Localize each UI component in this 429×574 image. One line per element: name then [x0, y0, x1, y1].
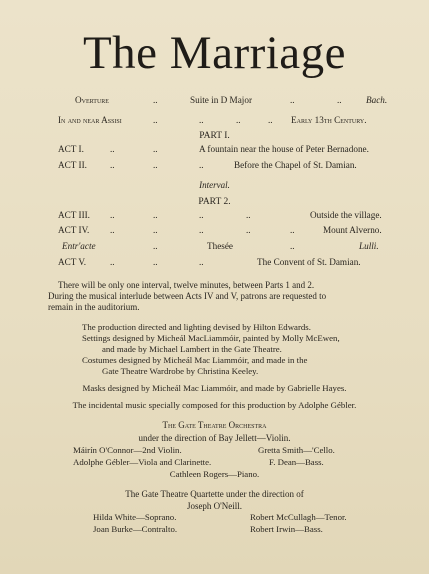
- note-line: There will be only one interval, twelve minutes, between Parts 1 and 2.: [58, 280, 315, 290]
- musician: F. Dean—Bass.: [269, 457, 324, 467]
- dot-leader: ..: [290, 241, 295, 251]
- play-title: The Marriage: [82, 27, 347, 79]
- overture-composer: Bach.: [366, 95, 388, 105]
- quartette-block: [0, 489, 429, 512]
- act-label: ACT I.: [58, 144, 84, 154]
- dot-leader: ..: [199, 115, 204, 125]
- note-line: During the musical interlude between Acts IV and V, patrons are requested to: [48, 291, 327, 301]
- musician: Gretta Smith—'Cello.: [258, 445, 335, 455]
- singer: Joan Burke—Contralto.: [93, 524, 178, 534]
- act-scene: Mount Alverno.: [323, 225, 382, 235]
- dot-leader: ..: [153, 210, 158, 220]
- dot-leader: ..: [153, 144, 158, 154]
- interval-label: Interval.: [199, 180, 230, 190]
- dot-leader: ..: [268, 115, 273, 125]
- dot-leader: ..: [110, 225, 115, 235]
- dot-leader: ..: [110, 160, 115, 170]
- dot-leader: ..: [153, 257, 158, 267]
- entracte-piece: Thesée: [207, 241, 234, 251]
- dot-leader: ..: [153, 95, 158, 105]
- note-line: remain in the auditorium.: [48, 302, 140, 312]
- dot-leader: ..: [153, 225, 158, 235]
- part-2-heading: PART 2.: [198, 197, 231, 207]
- credit-line: Gate Theatre Wardrobe by Christina Keeley.: [102, 366, 259, 376]
- overture-piece: Suite in D Major: [190, 95, 253, 105]
- act-label: ACT V.: [58, 257, 87, 267]
- entracte-composer: Lulli.: [359, 241, 379, 251]
- act-label: ACT IV.: [58, 225, 90, 235]
- act-label: ACT III.: [58, 210, 90, 220]
- setting-label: In and near Assisi: [58, 115, 122, 125]
- orchestra-block: [0, 420, 429, 444]
- act-label: ACT II.: [58, 160, 87, 170]
- singer: Hilda White—Soprano.: [93, 512, 177, 522]
- act-scene: A fountain near the house of Peter Bernadone.: [199, 144, 369, 154]
- orchestra-heading: The Gate Theatre Orchestra: [162, 420, 267, 430]
- dot-leader: ..: [199, 225, 204, 235]
- dot-leader: ..: [110, 210, 115, 220]
- act-scene: Outside the village.: [310, 210, 382, 220]
- musician: Cathleen Rogers—Piano.: [169, 469, 260, 479]
- interval-note: [48, 280, 326, 313]
- part-1-heading: PART I.: [199, 131, 230, 141]
- overture-label: Overture: [75, 95, 109, 105]
- production-credits: [82, 322, 340, 377]
- entracte-label: Entr'acte: [62, 241, 96, 251]
- setting-period: Early 13th Century.: [291, 115, 367, 125]
- musician: Adolphe Gébler—Viola and Clarinette.: [73, 457, 212, 467]
- dot-leader: ..: [290, 95, 295, 105]
- singer: Robert Irwin—Bass.: [250, 524, 323, 534]
- credit-line: and made by Michael Lambert in the Gate Theatre.: [102, 344, 282, 354]
- dot-leader: ..: [236, 115, 241, 125]
- dot-leader: ..: [153, 115, 158, 125]
- dot-leader: ..: [153, 241, 158, 251]
- musician: Máirín O'Connor—2nd Violin.: [73, 445, 182, 455]
- quartette-director: Joseph O'Neill.: [186, 501, 243, 511]
- dot-leader: ..: [199, 257, 204, 267]
- dot-leader: ..: [337, 95, 342, 105]
- credit-line: The production directed and lighting devised by Hilton Edwards.: [82, 322, 311, 332]
- dot-leader: ..: [153, 160, 158, 170]
- dot-leader: ..: [199, 160, 204, 170]
- quartette-heading: The Gate Theatre Quartette under the direction of: [125, 489, 304, 499]
- dot-leader: ..: [110, 257, 115, 267]
- dot-leader: ..: [290, 225, 295, 235]
- act-scene: Before the Chapel of St. Damian.: [234, 160, 357, 170]
- dot-leader: ..: [199, 210, 204, 220]
- dot-leader: ..: [246, 210, 251, 220]
- credit-line: Settings designed by Micheál MacLiammóir, painted by Molly McEwen,: [82, 333, 340, 343]
- masks-credit: Masks designed by Micheál Mac Liammóir, and made by Gabrielle Hayes.: [82, 383, 347, 393]
- act-scene: The Convent of St. Damian.: [257, 257, 361, 267]
- dot-leader: ..: [246, 225, 251, 235]
- orchestra-director: under the direction of Bay Jellett—Violin.: [138, 433, 291, 443]
- singer: Robert McCullagh—Tenor.: [250, 512, 347, 522]
- credit-line: Costumes designed by Micheál Mac Liammóir, and made in the: [82, 355, 308, 365]
- dot-leader: ..: [110, 144, 115, 154]
- music-credit: The incidental music specially composed for this production by Adolphe Gébler.: [72, 400, 357, 410]
